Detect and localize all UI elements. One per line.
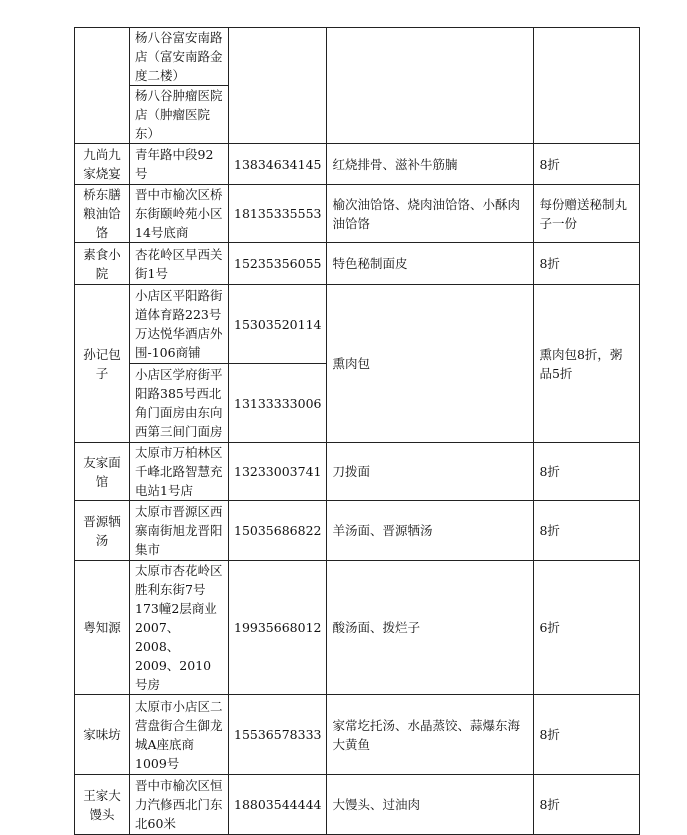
name-cell: 素食小院 [75,243,130,285]
offer-cell: 8折 [534,695,640,775]
phone-cell: 15235356055 [229,243,327,285]
address-cell: 小店区学府街平阳路385号西北角门面房由东向西第三间门面房 [130,364,229,443]
name-cell [75,28,130,144]
offer-cell: 每份赠送秘制丸子一份 [534,185,640,243]
dishes-cell: 榆次油饸饹、烧肉油饸饹、小酥肉油饸饹 [327,185,534,243]
table-row [75,775,640,835]
offer-cell [534,28,640,144]
phone-cell: 15303520114 [229,285,327,364]
address-cell: 晋中市榆次区恒力汽修西北门东北60米 [130,775,229,835]
address-cell: 小店区平阳路街道体育路223号万达悦华酒店外围-106商铺 [130,285,229,364]
dishes-cell: 特色秘制面皮 [327,243,534,285]
phone-cell: 13233003741 [229,443,327,501]
address-cell: 杨八谷富安南路店（富安南路金度二楼） [130,28,229,86]
dishes-cell: 大馒头、过油肉 [327,775,534,835]
table-row [75,443,640,501]
phone-cell [229,28,327,144]
table-row [75,561,640,695]
name-cell: 家味坊 [75,695,130,775]
table-row [75,285,640,364]
name-cell: 王家大馒头 [75,775,130,835]
address-cell: 太原市万柏林区千峰北路智慧充电站1号店 [130,443,229,501]
table-row [75,243,640,285]
name-cell: 九尚九家烧宴 [75,144,130,185]
phone-cell: 15536578333 [229,695,327,775]
name-cell: 晋源牺汤 [75,501,130,561]
name-cell: 友家面馆 [75,443,130,501]
name-cell: 孙记包子 [75,285,130,443]
address-cell: 杨八谷肿瘤医院店（肿瘤医院东） [130,86,229,144]
table-row [75,501,640,561]
table-row [75,695,640,775]
merchant-table [74,27,640,835]
dishes-cell: 酸汤面、拨烂子 [327,561,534,695]
offer-cell: 8折 [534,501,640,561]
address-cell: 杏花岭区早西关街1号 [130,243,229,285]
offer-cell: 8折 [534,144,640,185]
address-cell: 太原市杏花岭区胜利东街7号173幢2层商业2007、2008、2009、2010号房 [130,561,229,695]
name-cell: 粤知源 [75,561,130,695]
offer-cell: 8折 [534,443,640,501]
address-cell: 晋中市榆次区桥东街颐岭苑小区14号底商 [130,185,229,243]
dishes-cell: 刀拨面 [327,443,534,501]
offer-cell: 熏肉包8折，粥品5折 [534,285,640,443]
phone-cell: 18135335553 [229,185,327,243]
offer-cell: 6折 [534,561,640,695]
dishes-cell [327,28,534,144]
table-row [75,144,640,185]
address-cell: 青年路中段92号 [130,144,229,185]
address-cell: 太原市晋源区西寨南街旭龙晋阳集市 [130,501,229,561]
table-row [75,28,640,86]
dishes-cell: 家常圪托汤、水晶蒸饺、蒜爆东海大黄鱼 [327,695,534,775]
offer-cell: 8折 [534,775,640,835]
dishes-cell: 熏肉包 [327,285,534,443]
phone-cell: 13834634145 [229,144,327,185]
name-cell: 桥东膳粮油饸饹 [75,185,130,243]
dishes-cell: 羊汤面、晋源牺汤 [327,501,534,561]
dishes-cell: 红烧排骨、滋补牛筋腩 [327,144,534,185]
phone-cell: 15035686822 [229,501,327,561]
table-row [75,185,640,243]
phone-cell: 18803544444 [229,775,327,835]
offer-cell: 8折 [534,243,640,285]
phone-cell: 19935668012 [229,561,327,695]
address-cell: 太原市小店区二营盘街合生御龙城A座底商1009号 [130,695,229,775]
phone-cell: 13133333006 [229,364,327,443]
